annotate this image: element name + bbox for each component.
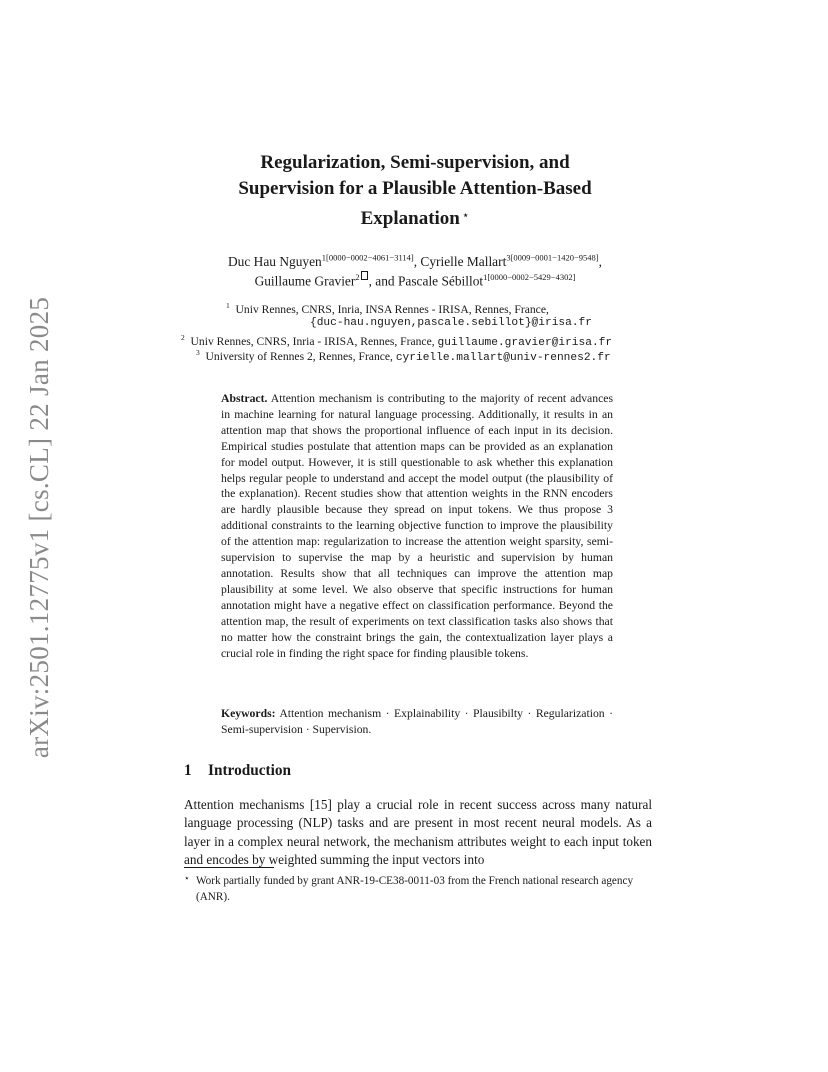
arxiv-identifier-stamp	[22, 294, 58, 760]
affiliation-1-text: Univ Rennes, CNRS, Inria, INSA Rennes - IRISA, Rennes, France,	[235, 302, 549, 316]
author-3-name: Guillaume Gravier	[254, 273, 356, 289]
affiliation-2-number: 2	[181, 333, 185, 342]
abstract-body: Attention mechanism is contributing to the majority of recent advances in machine learning for natural language processing. Additionally, it results in an attention map that shows the proportional influence of each input in its decision. Empirical studies postulate that attention maps can be provided as an explanation for model output. However, it is still questionable to ask whether this explanation helps regular people to understand and accept the model output (the plausibility of the explanation). Recent studies show that attention weights in the RNN encoders are hardly plausible because they spread on input tokens. We thus propose 3 additional constraints to the learning objective function to improve the plausibility of the attention map: regularization to increase the attention weight sparsity, semi-supervision to supervise the map by a heuristic and supervision by human annotation. Results show that all techniques can improve the attention map plausibility at some level. We also observe that specific instructions for human annotation might have a negative effect on classification performance. Beyond the attention map, the result of experiments on text classification tasks also shows that no matter how the constraint brings the gain, the contextualization layer plays a crucial role in finding the right space for finding plausible tokens.	[221, 392, 613, 660]
footnote-line-1: Work partially funded by grant ANR-19-CE38-0011-03 from the French national	[196, 875, 559, 887]
section-heading	[184, 762, 291, 780]
affiliation-3-text: University of Rennes 2, Rennes, France,	[205, 349, 396, 363]
affiliation-1-email: {duc-hau.nguyen,pascale.sebillot}@irisa.fr	[310, 317, 592, 329]
abstract-label: Abstract.	[221, 392, 268, 405]
footnote-marker: ⋆	[184, 873, 190, 883]
keywords	[221, 706, 613, 738]
author-1-orcid: 1[0000−0002−4061−3114]	[321, 252, 414, 263]
title-footnote-marker: ⋆	[461, 208, 470, 222]
author-2-name: , Cyrielle Mallart	[413, 254, 507, 269]
keywords-line-1: Attention mechanism · Explainability · Plausibilty · Regu	[279, 707, 561, 720]
author-4-name: , and Pascale Sébillot	[368, 273, 484, 289]
affiliation-2-text: Univ Rennes, CNRS, Inria - IRISA, Rennes, France,	[190, 334, 438, 348]
affiliation-1-email-line	[310, 314, 592, 331]
keywords-label: Keywords:	[221, 707, 276, 720]
author-3-affiliation: 2	[355, 272, 360, 282]
author-list	[180, 253, 650, 290]
footnote-line-2: research agency (ANR).	[196, 875, 634, 903]
introduction-paragraph	[184, 796, 652, 870]
footnote-rule	[184, 867, 274, 868]
abstract	[221, 391, 613, 661]
affiliation-1-number: 1	[226, 301, 230, 310]
keywords-line-2: larization · Semi-supervision · Supervision.	[221, 707, 613, 736]
title-line-2: Supervision for a Plausible Attention-Based	[238, 178, 592, 199]
footnote	[184, 870, 652, 905]
affiliation-3-number: 3	[196, 348, 200, 357]
intro-body: Attention mechanisms [15] play a crucial role in recent success across many natural language processing (NLP) tasks and are present in most recent neural models. As a layer in a complex neural network, the mechanism attributes weight to each input token and encodes by weighted summing the input vectors into	[184, 797, 652, 868]
paper-title	[180, 150, 650, 232]
arxiv-stamp-text: arXiv:2501.12775v1 [cs.CL] 22 Jan 2025	[24, 296, 55, 758]
author-4-orcid: 1[0000−0002−5429−4302]	[483, 272, 576, 282]
affiliation-2-email: guillaume.gravier@irisa.fr	[437, 336, 613, 349]
author-2-separator: ,	[598, 254, 602, 269]
author-2-orcid: 3[0009−0001−1420−9548]	[506, 252, 599, 263]
section-title: Introduction	[208, 762, 292, 779]
affiliation-3	[196, 345, 611, 366]
author-1-name: Duc Hau Nguyen	[228, 254, 322, 269]
section-number: 1	[184, 762, 192, 779]
affiliation-3-email: cyrielle.mallart@univ-rennes2.fr	[395, 351, 611, 364]
title-line-3: Explanation	[360, 208, 460, 229]
title-line-1: Regularization, Semi-supervision, and	[260, 152, 570, 173]
orcid-placeholder-icon	[361, 271, 368, 280]
